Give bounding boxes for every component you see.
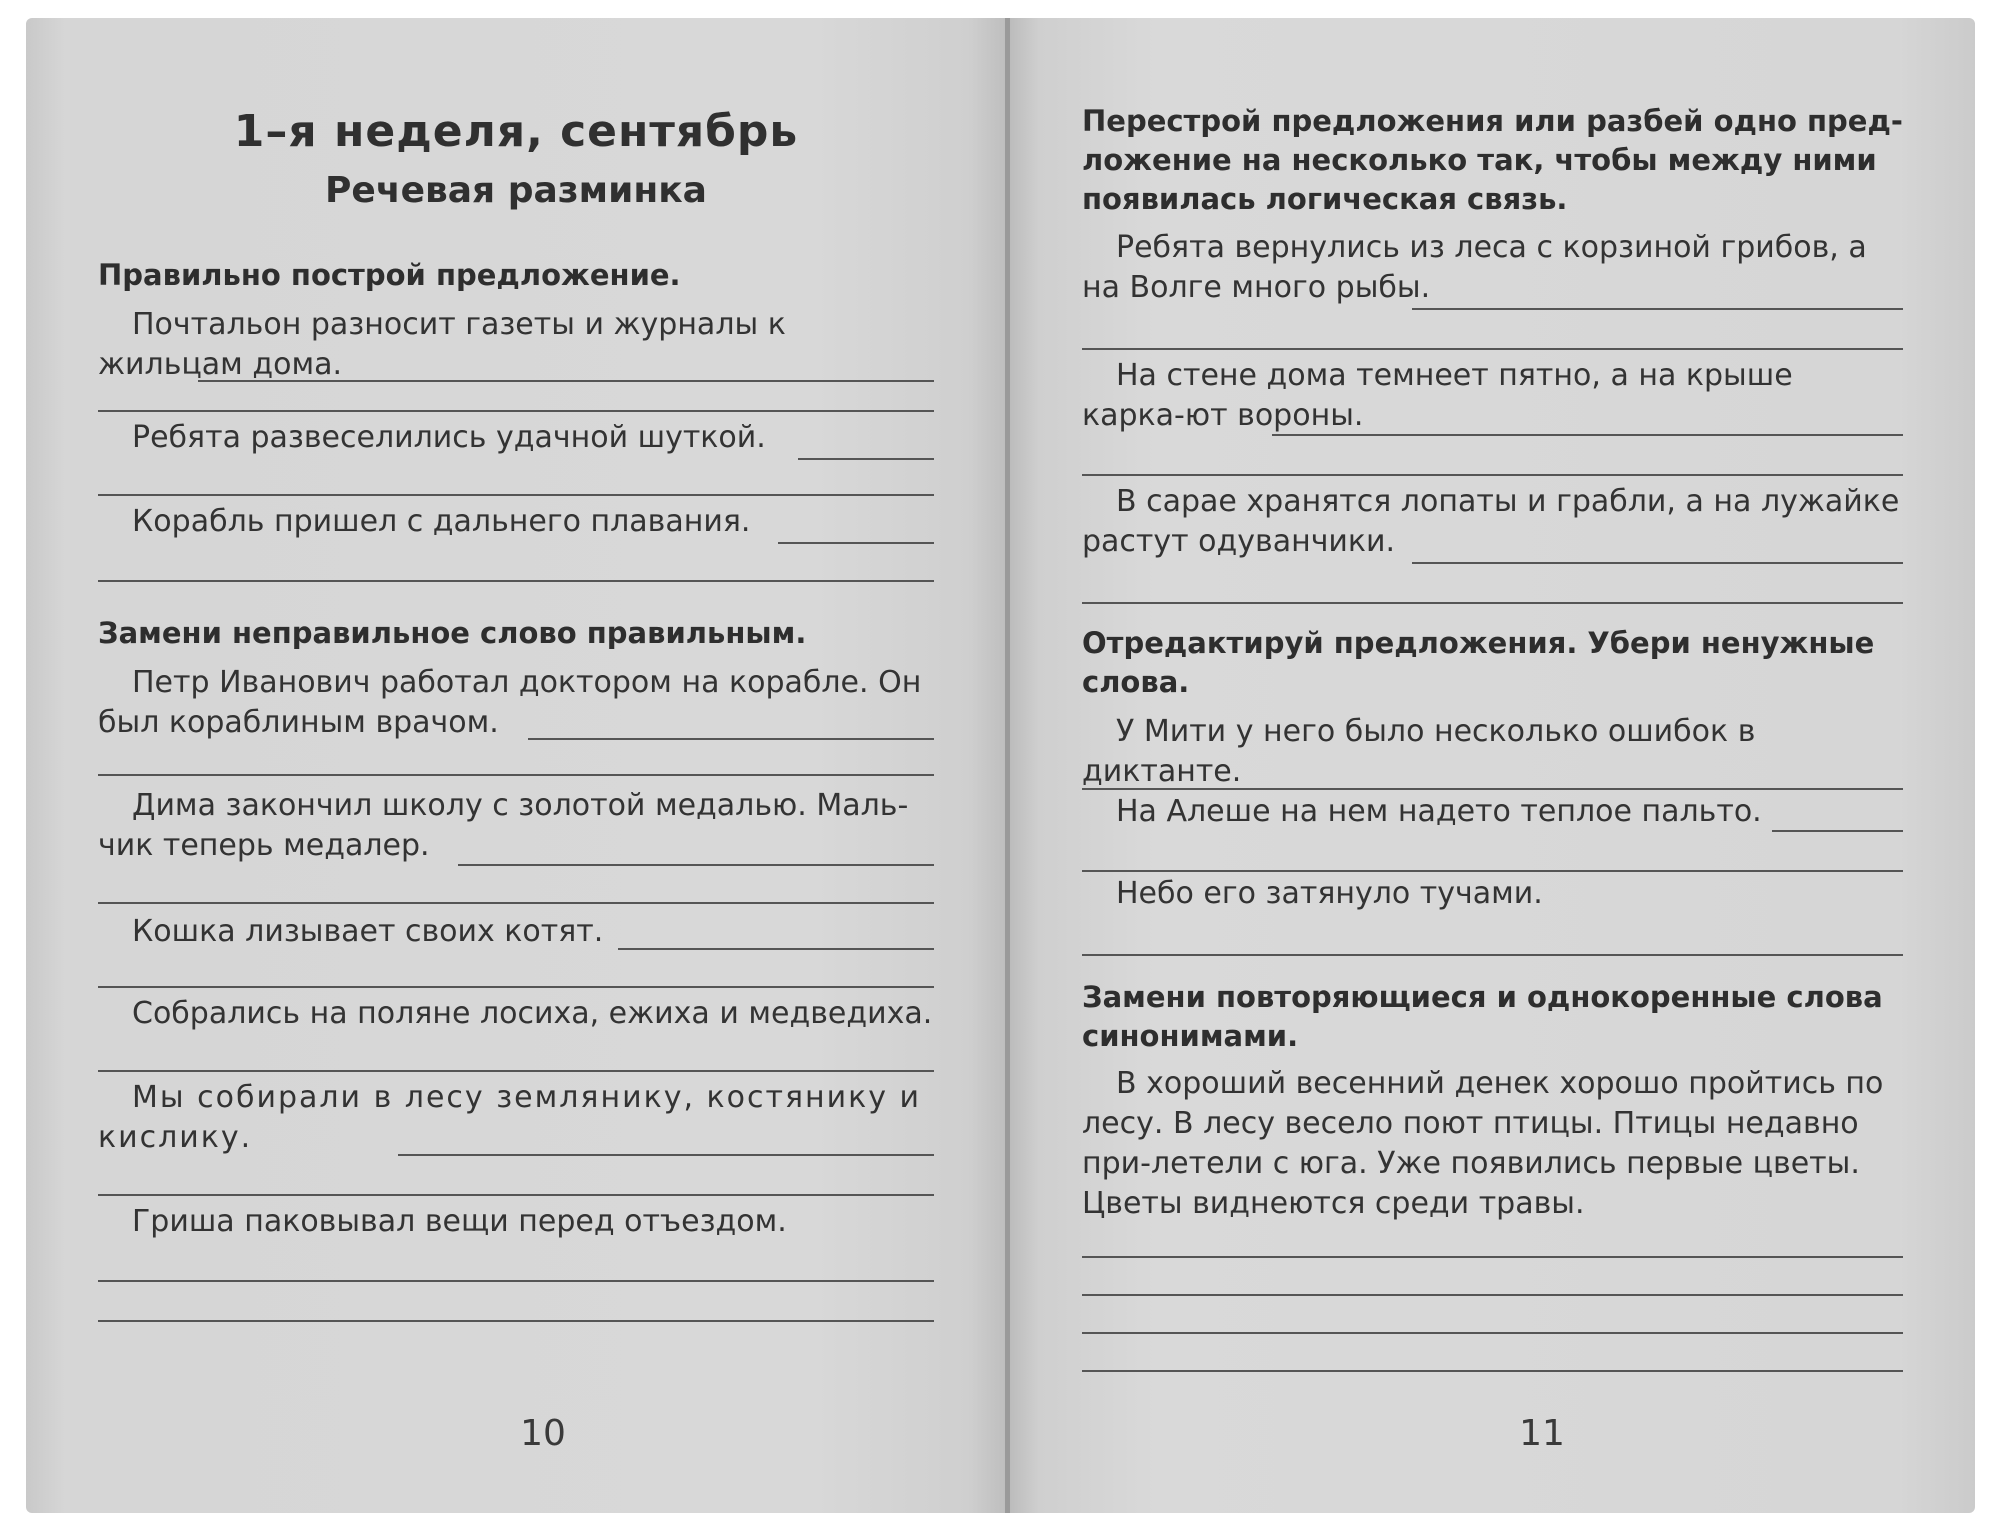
answer-line[interactable] <box>1412 562 1903 564</box>
answer-line[interactable] <box>98 986 934 988</box>
answer-line[interactable] <box>528 738 934 740</box>
answer-line[interactable] <box>778 542 934 544</box>
exercise-sentence <box>98 786 934 866</box>
answer-line[interactable] <box>1082 1294 1903 1296</box>
exercise-text: Почтальон разносит газеты и журналы к жильцам дома. <box>98 307 786 382</box>
left-page <box>26 18 1008 1513</box>
answer-line[interactable] <box>98 1320 934 1322</box>
exercise-sentence <box>1082 792 1903 832</box>
exercise-text: На стене дома темнеет пятно, а на крыше карка-ют вороны. <box>1082 358 1793 433</box>
answer-line[interactable] <box>1082 870 1903 872</box>
exercise-paragraph <box>1082 1064 1903 1224</box>
page-number: 11 <box>1519 1413 1565 1454</box>
answer-line[interactable] <box>1082 474 1903 476</box>
task-heading-synonyms: Замени повторяющиеся и однокоренные слова синонимами. <box>1082 980 1883 1053</box>
exercise-text: На Алеше на нем надето теплое пальто. <box>1116 794 1762 829</box>
answer-line[interactable] <box>98 580 934 582</box>
answer-line[interactable] <box>1082 1332 1903 1334</box>
exercise-sentence <box>98 305 934 385</box>
exercise-text: Ребята развеселились удачной шуткой. <box>132 420 766 455</box>
exercise-sentence <box>98 418 934 458</box>
answer-line[interactable] <box>98 902 934 904</box>
answer-line[interactable] <box>1772 830 1903 832</box>
task-heading-restructure: Перестрой предложения или разбей одно пред-ложение на несколько так, чтобы между ними появилась логическая связь. <box>1082 104 1903 216</box>
answer-line[interactable] <box>98 494 934 496</box>
exercise-text: Корабль пришел с дальнего плавания. <box>132 504 751 539</box>
answer-line[interactable] <box>458 864 934 866</box>
exercise-text: В хороший весенний денек хорошо пройтись по лесу. В лесу весело поют птицы. Птицы недавно при-летели с юга. Уже появились первые цветы. Цветы виднеются среди травы. <box>1082 1066 1884 1221</box>
exercise-text: Дима закончил школу с золотой медалью. Маль-чик теперь медалер. <box>98 788 909 863</box>
section-title: Речевая разминка <box>325 170 707 211</box>
week-title: 1–я неделя, сентябрь <box>233 106 799 157</box>
exercise-sentence <box>98 1202 934 1242</box>
exercise-text: Мы собирали в лесу землянику, костянику и кислику. <box>98 1080 922 1155</box>
answer-line[interactable] <box>1272 434 1903 436</box>
exercise-sentence <box>1082 356 1903 436</box>
exercise-sentence <box>1082 228 1903 308</box>
answer-line[interactable] <box>98 1194 934 1196</box>
exercise-sentence <box>1082 482 1903 562</box>
right-page <box>1010 18 1975 1513</box>
answer-line[interactable] <box>1082 602 1903 604</box>
exercise-sentence <box>98 663 934 743</box>
exercise-sentence <box>98 1078 934 1158</box>
task-heading-edit: Отредактируй предложения. Убери ненужные слова. <box>1082 626 1875 699</box>
exercise-sentence <box>98 502 934 542</box>
answer-line[interactable] <box>398 1154 934 1156</box>
answer-line[interactable] <box>798 458 934 460</box>
exercise-text: Ребята вернулись из леса с корзиной грибов, а на Волге много рыбы. <box>1082 230 1867 305</box>
answer-line[interactable] <box>98 410 934 412</box>
exercise-text: У Мити у него было несколько ошибок в диктанте. <box>1082 714 1756 789</box>
answer-line[interactable] <box>1412 308 1903 310</box>
exercise-sentence <box>98 994 934 1034</box>
open-workbook <box>20 18 1980 1513</box>
exercise-text: Кошка лизывает своих котят. <box>132 914 604 949</box>
exercise-text: Небо его затянуло тучами. <box>1116 876 1543 911</box>
exercise-sentence <box>1082 712 1903 792</box>
exercise-text: Гриша паковывал вещи перед отъездом. <box>132 1204 787 1239</box>
answer-line[interactable] <box>1082 954 1903 956</box>
exercise-sentence <box>98 912 934 952</box>
answer-line[interactable] <box>1082 348 1903 350</box>
exercise-text: В сарае хранятся лопаты и грабли, а на лужайке растут одуванчики. <box>1082 484 1900 559</box>
answer-line[interactable] <box>98 1280 934 1282</box>
answer-line[interactable] <box>1082 1370 1903 1372</box>
answer-line[interactable] <box>1082 788 1903 790</box>
answer-line[interactable] <box>618 948 934 950</box>
task-heading-build-sentence: Правильно построй предложение. <box>98 258 681 292</box>
exercise-text: Собрались на поляне лосиха, ежиха и медведиха. <box>132 996 933 1031</box>
page-number: 10 <box>520 1413 566 1454</box>
exercise-sentence <box>1082 874 1903 914</box>
answer-line[interactable] <box>98 1070 934 1072</box>
exercise-text: Петр Иванович работал доктором на корабле. Он был кораблиным врачом. <box>98 665 922 740</box>
task-heading-replace-word: Замени неправильное слово правильным. <box>98 616 807 650</box>
answer-line[interactable] <box>198 380 934 382</box>
answer-line[interactable] <box>98 774 934 776</box>
answer-line[interactable] <box>1082 1256 1903 1258</box>
